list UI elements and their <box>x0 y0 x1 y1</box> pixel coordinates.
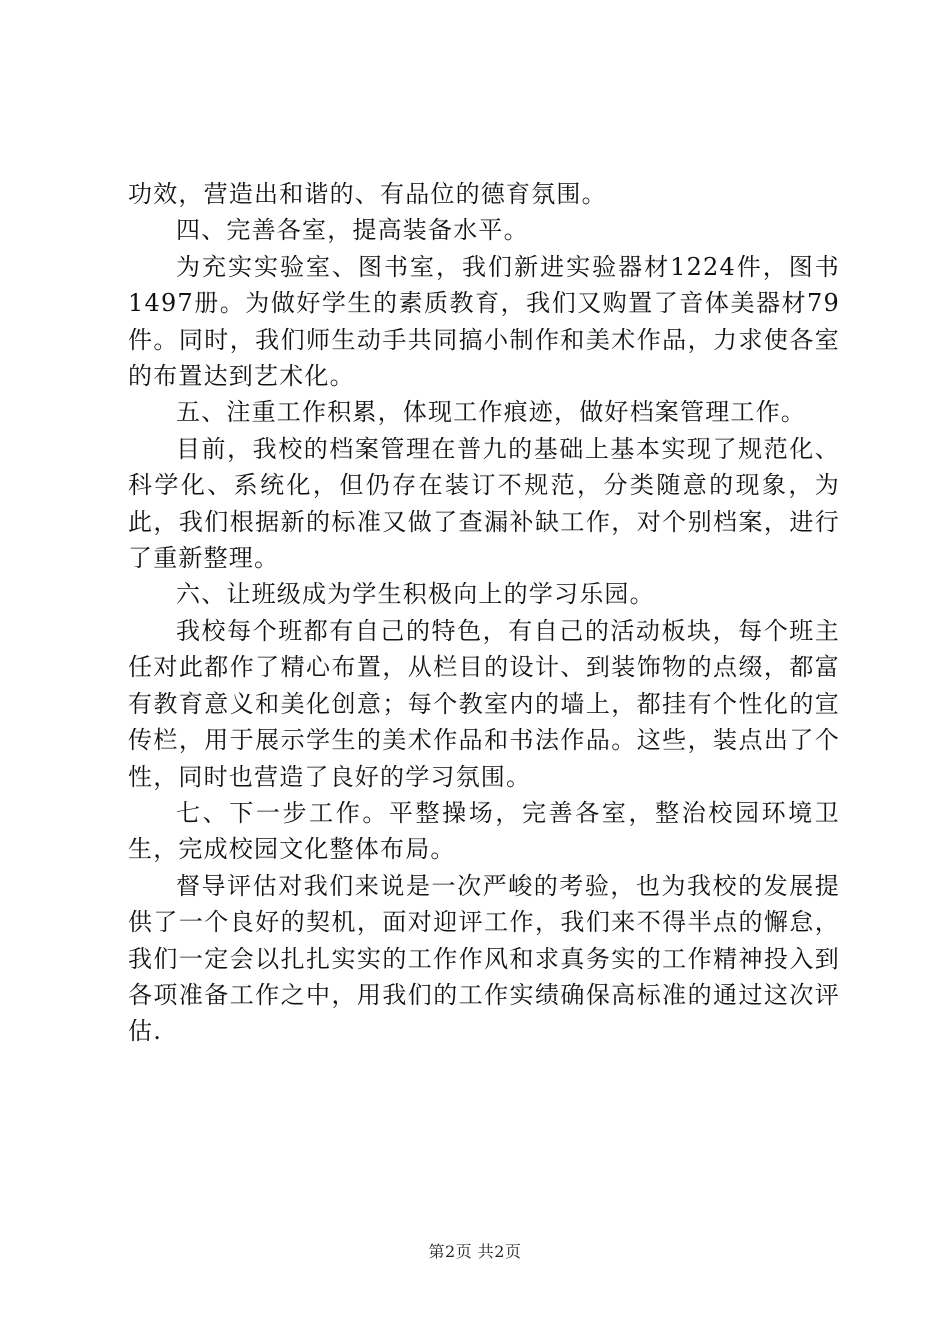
paragraph: 我校每个班都有自己的特色，有自己的活动板块，每个班主任对此都作了精心布置，从栏目的设计、到装饰物的点缀，都富有教育意义和美化创意；每个教室内的墙上，都挂有个性化的宣传栏，用于展示学生的美术作品和书法作品。这些，装点出了个性，同时也营造了良好的学习氛围。 <box>128 616 840 791</box>
section-heading: 七、下一步工作。平整操场，完善各室，整治校园环境卫生，完成校园文化整体布局。 <box>128 798 840 864</box>
document-body <box>128 176 840 1050</box>
paragraph: 督导评估对我们来说是一次严峻的考验，也为我校的发展提供了一个良好的契机，面对迎评工作，我们来不得半点的懈怠，我们一定会以扎扎实实的工作作风和求真务实的工作精神投入到各项准备工作之中，用我们的工作实绩确保高标准的通过这次评估. <box>128 871 840 1046</box>
paragraph: 目前，我校的档案管理在普九的基础上基本实现了规范化、科学化、系统化，但仍存在装订不规范，分类随意的现象，为此，我们根据新的标准又做了查漏补缺工作，对个别档案，进行了重新整理。 <box>128 434 840 573</box>
page-number-footer: 第2页 共2页 <box>428 1242 522 1261</box>
section-heading: 六、让班级成为学生积极向上的学习乐园。 <box>176 580 655 609</box>
paragraph: 为充实实验室、图书室，我们新进实验器材1224件，图书1497册。为做好学生的素质教育，我们又购置了音体美器材79件。同时，我们师生动手共同搞小制作和美术作品，力求使各室的布置达到艺术化。 <box>128 252 840 391</box>
paragraph: 功效，营造出和谐的、有品位的德育氛围。 <box>128 180 607 208</box>
section-heading: 五、注重工作积累，体现工作痕迹，做好档案管理工作。 <box>176 398 806 427</box>
section-heading: 四、完善各室，提高装备水平。 <box>176 216 529 245</box>
